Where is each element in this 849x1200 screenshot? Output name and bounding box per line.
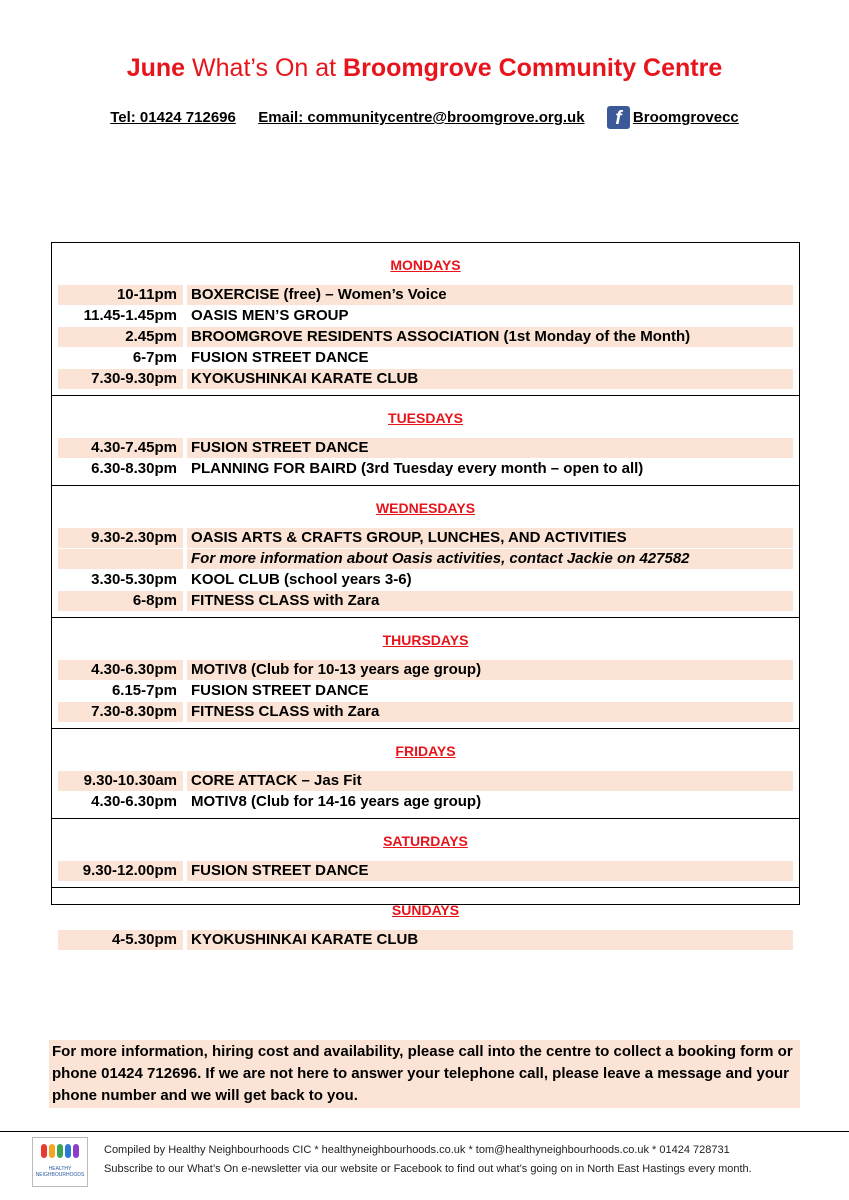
contact-line bbox=[0, 106, 849, 129]
day-block-thursdays bbox=[52, 617, 799, 728]
day-heading: WEDNESDAYS bbox=[375, 500, 476, 516]
schedule-row bbox=[58, 680, 793, 701]
facebook-link[interactable]: Broomgrovecc bbox=[632, 109, 739, 126]
session-time: 7.30-9.30pm bbox=[58, 369, 183, 389]
session-time: 9.30-10.30am bbox=[58, 771, 183, 791]
day-heading: FRIDAYS bbox=[395, 743, 456, 759]
day-heading: TUESDAYS bbox=[388, 410, 463, 426]
schedule-row bbox=[58, 548, 793, 569]
session-time: 6.15-7pm bbox=[111, 681, 177, 699]
schedule-row bbox=[58, 659, 793, 680]
session-activity: FITNESS CLASS with Zara bbox=[187, 591, 793, 611]
session-activity: OASIS ARTS & CRAFTS GROUP, LUNCHES, AND ACTIVITIES bbox=[187, 528, 793, 548]
session-time: 4.30-7.45pm bbox=[58, 438, 183, 458]
footer-divider bbox=[0, 1131, 849, 1132]
session-time: 7.30-8.30pm bbox=[58, 702, 183, 722]
session-activity: KYOKUSHINKAI KARATE CLUB bbox=[187, 369, 793, 389]
schedule-row bbox=[58, 347, 793, 368]
schedule-row bbox=[58, 326, 793, 347]
session-activity: PLANNING FOR BAIRD (3rd Tuesday every month – open to all) bbox=[191, 459, 644, 477]
session-activity: FUSION STREET DANCE bbox=[187, 861, 793, 881]
schedule-row bbox=[58, 701, 793, 722]
session-time bbox=[58, 549, 183, 569]
day-heading: SATURDAYS bbox=[383, 833, 468, 849]
title-middle: What’s On at bbox=[185, 54, 344, 82]
session-time: 6-8pm bbox=[58, 591, 183, 611]
booking-info: For more information, hiring cost and availability, please call into the centre to collect a booking form or phone 01424 712696. If we are not here to answer your telephone call, please leave a message and your phone number and we will get back to you. bbox=[49, 1040, 800, 1108]
schedule-row bbox=[58, 437, 793, 458]
session-activity: KOOL CLUB (school years 3-6) bbox=[191, 570, 412, 588]
telephone-link[interactable]: Tel: 01424 712696 bbox=[110, 109, 236, 126]
healthy-neighbourhoods-logo bbox=[32, 1137, 88, 1187]
schedule-row bbox=[58, 590, 793, 611]
day-heading: MONDAYS bbox=[390, 257, 461, 273]
schedule-row bbox=[58, 284, 793, 305]
session-time: 6-7pm bbox=[132, 348, 177, 366]
schedule-row bbox=[58, 527, 793, 548]
day-block-tuesdays bbox=[52, 395, 799, 485]
session-time: 6.30-8.30pm bbox=[91, 459, 177, 477]
session-time: 4.30-6.30pm bbox=[91, 792, 177, 810]
session-time: 3.30-5.30pm bbox=[91, 570, 177, 588]
logo-text: HEALTHY NEIGHBOURHOODS bbox=[35, 1166, 85, 1178]
schedule-row bbox=[58, 368, 793, 389]
session-time: 9.30-2.30pm bbox=[58, 528, 183, 548]
schedule-row bbox=[58, 860, 793, 881]
day-block-saturdays bbox=[52, 818, 799, 887]
email-link[interactable]: Email: communitycentre@broomgrove.org.uk bbox=[258, 109, 585, 126]
session-activity: FITNESS CLASS with Zara bbox=[187, 702, 793, 722]
schedule-row bbox=[58, 305, 793, 326]
schedule-row bbox=[58, 458, 793, 479]
title-month: June bbox=[126, 54, 186, 82]
schedule-row bbox=[58, 569, 793, 590]
session-time: 4.30-6.30pm bbox=[58, 660, 183, 680]
schedule-row bbox=[58, 791, 793, 812]
session-activity: BOXERCISE (free) – Women’s Voice bbox=[187, 285, 793, 305]
schedule-row bbox=[58, 929, 793, 950]
session-activity: FUSION STREET DANCE bbox=[191, 681, 369, 699]
session-activity: CORE ATTACK – Jas Fit bbox=[187, 771, 793, 791]
schedule-row bbox=[58, 770, 793, 791]
session-time: 2.45pm bbox=[58, 327, 183, 347]
day-block-fridays bbox=[52, 728, 799, 818]
session-time: 4-5.30pm bbox=[58, 930, 183, 950]
session-activity: MOTIV8 (Club for 10-13 years age group) bbox=[187, 660, 793, 680]
session-time: 11.45-1.45pm bbox=[83, 306, 177, 324]
session-activity: BROOMGROVE RESIDENTS ASSOCIATION (1st Monday of the Month) bbox=[187, 327, 793, 347]
session-activity: OASIS MEN’S GROUP bbox=[191, 306, 349, 324]
title-venue: Broomgrove Community Centre bbox=[343, 54, 723, 82]
page-title bbox=[0, 52, 849, 84]
session-time: 10-11pm bbox=[58, 285, 183, 305]
footer-line-2: Subscribe to our What’s On e-newsletter via our website or Facebook to find out what’s going on in North East Hastings every month. bbox=[104, 1163, 752, 1175]
session-time: 9.30-12.00pm bbox=[58, 861, 183, 881]
session-activity: For more information about Oasis activities, contact Jackie on 427582 bbox=[187, 549, 793, 569]
session-activity: FUSION STREET DANCE bbox=[191, 348, 369, 366]
weekly-schedule bbox=[51, 242, 800, 948]
footer-line-1: Compiled by Healthy Neighbourhoods CIC * healthyneighbourhoods.co.uk * tom@healthyneighbourhoods.co.uk * 01424 728731 bbox=[104, 1144, 730, 1156]
day-heading: THURSDAYS bbox=[382, 632, 469, 648]
session-activity: MOTIV8 (Club for 14-16 years age group) bbox=[191, 792, 482, 810]
session-activity: KYOKUSHINKAI KARATE CLUB bbox=[187, 930, 793, 950]
facebook-icon[interactable]: f bbox=[607, 106, 630, 129]
day-block-mondays bbox=[52, 243, 799, 395]
footer bbox=[104, 1141, 844, 1179]
day-block-sundays bbox=[52, 887, 799, 956]
day-heading: SUNDAYS bbox=[391, 902, 460, 918]
day-block-wednesdays bbox=[52, 485, 799, 617]
session-activity: FUSION STREET DANCE bbox=[187, 438, 793, 458]
